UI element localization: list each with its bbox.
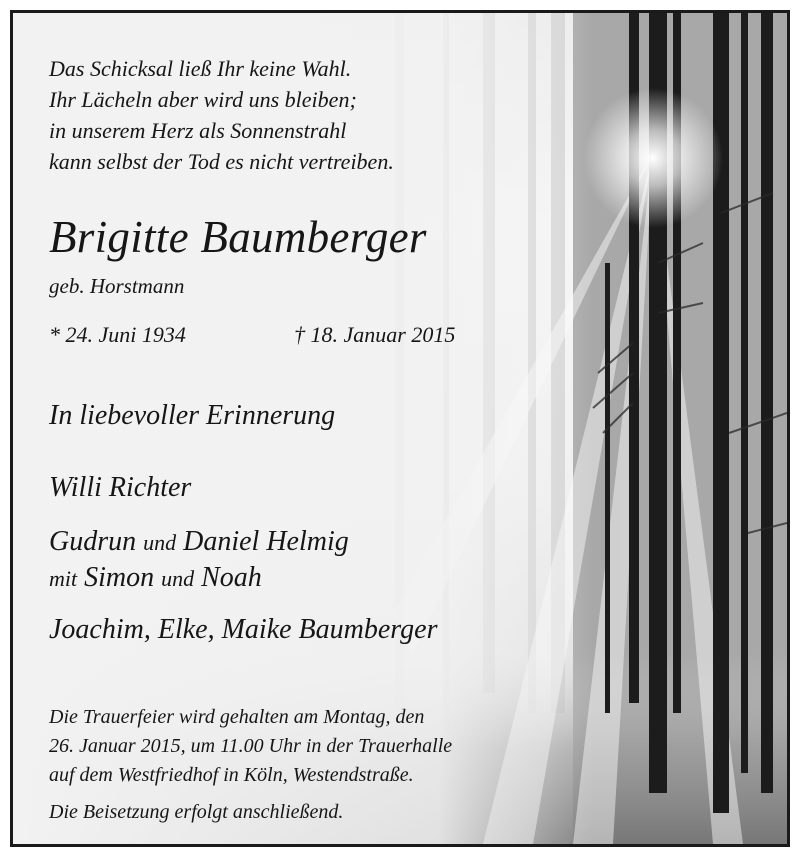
conjunction: und xyxy=(161,566,195,591)
deceased-name: Brigitte Baumberger xyxy=(49,212,427,262)
poem-line: kann selbst der Tod es nicht vertreiben. xyxy=(49,149,394,174)
poem-line: Ihr Lächeln aber wird uns bleiben; xyxy=(49,87,357,112)
burial-info: Die Beisetzung erfolgt anschließend. xyxy=(49,801,344,823)
mourner-name: Noah xyxy=(201,562,262,593)
maiden-name: geb. Horstmann xyxy=(49,274,185,298)
service-info xyxy=(49,703,452,790)
memorial-line: In liebevoller Erinnerung xyxy=(49,400,336,431)
service-line: 26. Januar 2015, um 11.00 Uhr in der Trauerhalle xyxy=(49,735,453,757)
mourner-name: Gudrun xyxy=(49,526,137,557)
service-line: auf dem Westfriedhof in Köln, Westendstraße. xyxy=(49,764,414,786)
mourner-line xyxy=(49,525,349,560)
poem-line: in unserem Herz als Sonnenstrahl xyxy=(49,118,347,143)
death-date: † 18. Januar 2015 xyxy=(294,322,456,347)
mourner-name: Simon xyxy=(84,562,155,593)
poem xyxy=(49,53,394,177)
service-line: Die Trauerfeier wird gehalten am Montag, den xyxy=(49,706,425,728)
life-dates xyxy=(49,321,456,349)
poem-line: Das Schicksal ließ Ihr keine Wahl. xyxy=(49,56,352,81)
mourner-line xyxy=(49,561,262,596)
conjunction: mit xyxy=(49,566,78,591)
birth-date: * 24. Juni 1934 xyxy=(49,322,186,347)
mourner-line: Joachim, Elke, Maike Baumberger xyxy=(49,614,438,645)
obituary-frame xyxy=(10,10,790,847)
mourner-line: Willi Richter xyxy=(49,472,192,503)
conjunction: und xyxy=(143,530,177,555)
mourner-name: Daniel Helmig xyxy=(183,526,349,557)
